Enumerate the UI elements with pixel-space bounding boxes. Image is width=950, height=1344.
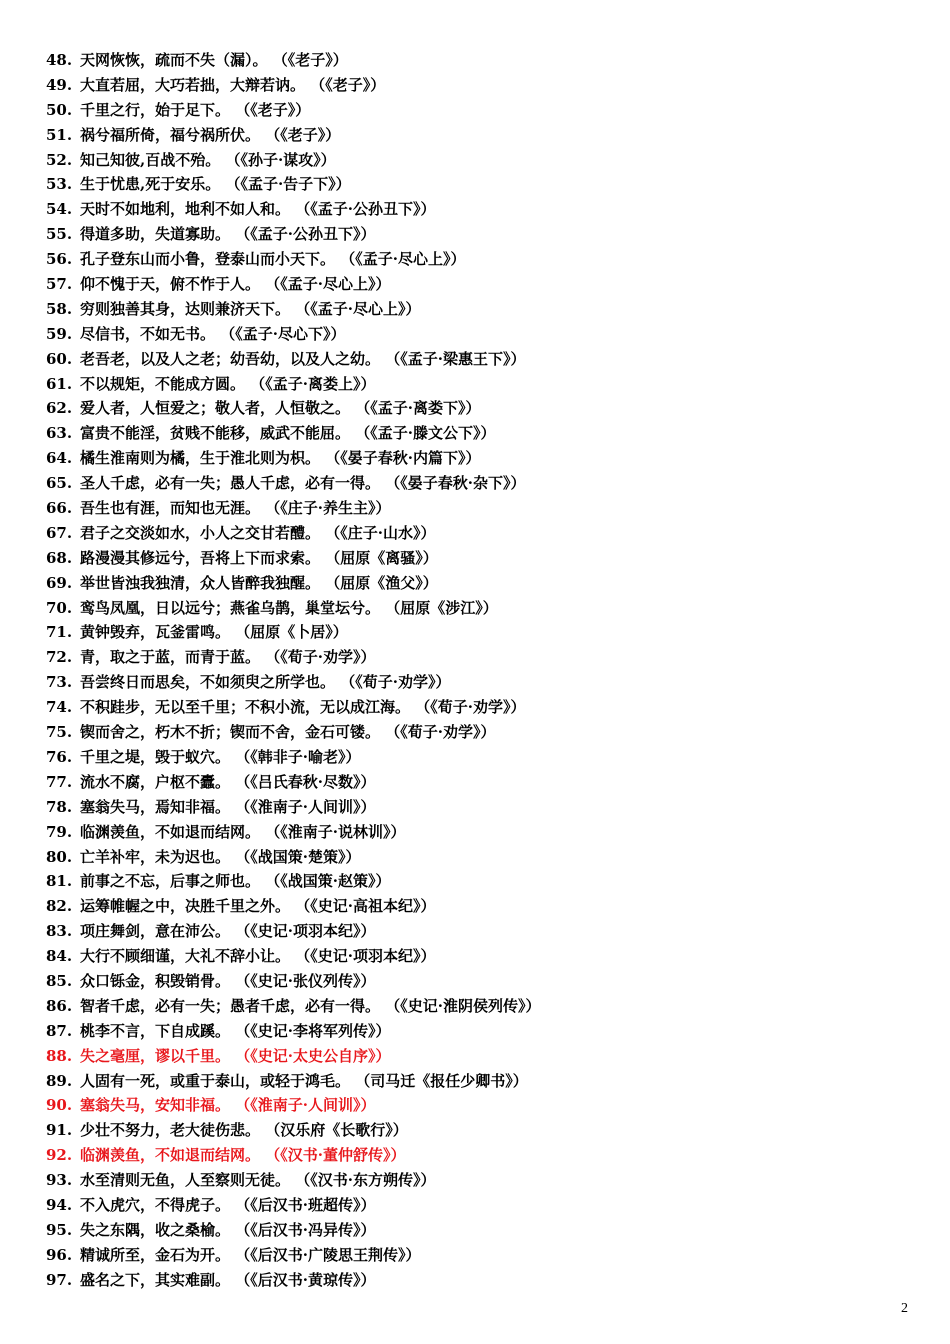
quote-text: 橘生淮南则为橘，生于淮北则为枳。 （《晏子春秋·内篇下》） xyxy=(80,449,481,468)
quote-text: 仰不愧于天，俯不怍于人。 （《孟子·尽心上》） xyxy=(80,275,391,294)
quote-number: 82. xyxy=(46,897,73,916)
quote-number: 86. xyxy=(46,996,73,1015)
quote-number: 69. xyxy=(46,573,73,592)
quote-number: 74. xyxy=(46,698,73,717)
quote-item xyxy=(46,521,926,546)
quote-number: 83. xyxy=(46,922,73,941)
quote-number: 64. xyxy=(46,449,73,468)
quote-text: 黄钟毁弃，瓦釜雷鸣。 （屈原《卜居》） xyxy=(80,623,348,642)
quote-number: 80. xyxy=(46,847,73,866)
quote-text: 大直若屈，大巧若拙，大辩若讷。 （《老子》） xyxy=(80,75,386,94)
quote-item xyxy=(46,795,926,820)
quote-text: 亡羊补牢，未为迟也。 （《战国策·楚策》） xyxy=(80,847,361,866)
quote-number: 96. xyxy=(46,1245,73,1264)
quote-item xyxy=(46,720,926,745)
quote-text: 得道多助，失道寡助。 （《孟子·公孙丑下》） xyxy=(80,225,376,244)
quote-item xyxy=(46,421,926,446)
quote-number: 48. xyxy=(46,51,73,69)
quote-item xyxy=(46,148,926,173)
quote-text: 盛名之下，其实难副。 （《后汉书·黄琼传》） xyxy=(80,1270,376,1289)
quote-text: 失之东隅，收之桑榆。 （《后汉书·冯异传》） xyxy=(80,1220,376,1239)
quote-number: 95. xyxy=(46,1220,73,1239)
quote-item xyxy=(46,1019,926,1044)
quote-item xyxy=(46,98,926,123)
quote-number: 63. xyxy=(46,424,73,443)
quote-number: 88. xyxy=(46,1046,73,1065)
quote-item xyxy=(46,1093,926,1118)
quote-text: 不以规矩，不能成方圆。 （《孟子·离娄上》） xyxy=(80,374,376,393)
quote-number: 68. xyxy=(46,548,73,567)
quote-item xyxy=(46,919,926,944)
quote-text: 生于忧患,死于安乐。 （《孟子·告子下》） xyxy=(80,175,351,194)
quote-text: 精诚所至，金石为开。 （《后汉书·广陵思王荆传》） xyxy=(80,1245,421,1264)
quote-number: 81. xyxy=(46,872,73,891)
quote-item xyxy=(46,770,926,795)
quote-item xyxy=(46,845,926,870)
quote-number: 85. xyxy=(46,971,73,990)
quote-item xyxy=(46,1193,926,1218)
quote-text: 千里之堤，毁于蚁穴。 （《韩非子·喻老》） xyxy=(80,747,361,766)
quote-number: 90. xyxy=(46,1096,73,1115)
quote-number: 62. xyxy=(46,399,73,418)
quote-number: 66. xyxy=(46,499,73,518)
quote-item xyxy=(46,322,926,347)
quote-item xyxy=(46,944,926,969)
document-page xyxy=(46,48,926,1293)
quote-text: 桃李不言，下自成蹊。 （《史记·李将军列传》） xyxy=(80,1021,391,1040)
quote-item xyxy=(46,197,926,222)
quote-number: 59. xyxy=(46,324,73,343)
quote-text: 天网恢恢，疏而不失（漏）。 （《老子》） xyxy=(80,51,348,69)
quote-number: 56. xyxy=(46,250,73,269)
quote-item xyxy=(46,1118,926,1143)
quote-number: 50. xyxy=(46,100,73,119)
quote-item xyxy=(46,347,926,372)
quote-text: 水至清则无鱼，人至察则无徒。 （《汉书·东方朔传》） xyxy=(80,1171,436,1190)
quote-text: 少壮不努力，老大徒伤悲。 （汉乐府《长歌行》） xyxy=(80,1121,408,1140)
quote-item xyxy=(46,745,926,770)
quote-item xyxy=(46,695,926,720)
quote-item xyxy=(46,272,926,297)
quote-text: 孔子登东山而小鲁，登泰山而小天下。 （《孟子·尽心上》） xyxy=(80,250,466,269)
quote-item xyxy=(46,123,926,148)
quote-number: 92. xyxy=(46,1146,73,1165)
quote-item xyxy=(46,571,926,596)
quote-item xyxy=(46,172,926,197)
quote-number: 77. xyxy=(46,772,73,791)
quote-text: 鸾鸟凤凰，日以远兮；燕雀乌鹊，巢堂坛兮。 （屈原《涉江》） xyxy=(80,598,498,617)
quote-text: 千里之行，始于足下。 （《老子》） xyxy=(80,100,311,119)
quote-text: 不积跬步，无以至千里；不积小流，无以成江海。 （《荀子·劝学》） xyxy=(80,698,526,717)
quote-number: 73. xyxy=(46,673,73,692)
quote-text: 流水不腐，户枢不蠹。 （《吕氏春秋·尽数》） xyxy=(80,772,376,791)
quote-item xyxy=(46,471,926,496)
quote-number: 51. xyxy=(46,125,73,144)
quote-number: 72. xyxy=(46,648,73,667)
quote-number: 78. xyxy=(46,797,73,816)
quote-text: 祸兮福所倚，福兮祸所伏。 （《老子》） xyxy=(80,125,341,144)
quote-text: 君子之交淡如水，小人之交甘若醴。 （《庄子·山水》） xyxy=(80,523,436,542)
quote-text: 塞翁失马，安知非福。 （《淮南子·人间训》） xyxy=(80,1096,376,1115)
quote-item xyxy=(46,869,926,894)
quote-text: 塞翁失马，焉知非福。 （《淮南子·人间训》） xyxy=(80,797,376,816)
quote-text: 前事之不忘，后事之师也。 （《战国策·赵策》） xyxy=(80,872,391,891)
quote-text: 智者千虑，必有一失；愚者千虑，必有一得。 （《史记·淮阴侯列传》） xyxy=(80,996,541,1015)
quote-number: 54. xyxy=(46,200,73,219)
quote-list xyxy=(46,48,926,1293)
quote-number: 91. xyxy=(46,1121,73,1140)
quote-text: 路漫漫其修远兮，吾将上下而求索。 （屈原《离骚》） xyxy=(80,548,438,567)
quote-item xyxy=(46,645,926,670)
quote-item xyxy=(46,1218,926,1243)
quote-number: 75. xyxy=(46,723,73,742)
quote-number: 76. xyxy=(46,747,73,766)
quote-item xyxy=(46,994,926,1019)
quote-text: 天时不如地利，地利不如人和。 （《孟子·公孙丑下》） xyxy=(80,200,436,219)
quote-number: 55. xyxy=(46,225,73,244)
quote-item xyxy=(46,820,926,845)
quote-number: 79. xyxy=(46,822,73,841)
quote-item xyxy=(46,297,926,322)
quote-number: 87. xyxy=(46,1021,73,1040)
quote-item xyxy=(46,222,926,247)
quote-item xyxy=(46,396,926,421)
quote-text: 人固有一死，或重于泰山，或轻于鸿毛。 （司马迁《报任少卿书》） xyxy=(80,1071,528,1090)
quote-item xyxy=(46,1168,926,1193)
quote-number: 60. xyxy=(46,349,73,368)
page-number: 2 xyxy=(901,1301,908,1316)
quote-number: 52. xyxy=(46,150,73,169)
quote-number: 67. xyxy=(46,523,73,542)
quote-text: 项庄舞剑，意在沛公。 （《史记·项羽本纪》） xyxy=(80,922,376,941)
quote-text: 运筹帷幄之中，决胜千里之外。 （《史记·高祖本纪》） xyxy=(80,897,436,916)
quote-text: 吾尝终日而思矣，不如须臾之所学也。 （《荀子·劝学》） xyxy=(80,673,451,692)
quote-text: 圣人千虑，必有一失；愚人千虑，必有一得。 （《晏子春秋·杂下》） xyxy=(80,474,526,493)
quote-item xyxy=(46,620,926,645)
quote-item xyxy=(46,247,926,272)
quote-text: 失之毫厘，谬以千里。 （《史记·太史公自序》） xyxy=(80,1046,391,1065)
quote-number: 97. xyxy=(46,1270,73,1289)
quote-item xyxy=(46,48,926,73)
quote-number: 49. xyxy=(46,75,73,94)
quote-item xyxy=(46,546,926,571)
quote-item xyxy=(46,1268,926,1293)
quote-text: 临渊羡鱼，不如退而结网。 （《淮南子·说林训》） xyxy=(80,822,406,841)
quote-number: 57. xyxy=(46,275,73,294)
quote-item xyxy=(46,372,926,397)
quote-item xyxy=(46,73,926,98)
quote-item xyxy=(46,969,926,994)
quote-text: 老吾老，以及人之老；幼吾幼，以及人之幼。 （《孟子·梁惠王下》） xyxy=(80,349,526,368)
quote-text: 爱人者，人恒爱之；敬人者，人恒敬之。 （《孟子·离娄下》） xyxy=(80,399,481,418)
quote-number: 53. xyxy=(46,175,73,194)
quote-item xyxy=(46,1044,926,1069)
quote-number: 61. xyxy=(46,374,73,393)
quote-number: 93. xyxy=(46,1171,73,1190)
quote-text: 青，取之于蓝，而青于蓝。 （《荀子·劝学》） xyxy=(80,648,376,667)
quote-text: 大行不顾细谨，大礼不辞小让。 （《史记·项羽本纪》） xyxy=(80,947,436,966)
quote-text: 富贵不能淫，贫贱不能移，威武不能屈。 （《孟子·滕文公下》） xyxy=(80,424,496,443)
quote-number: 71. xyxy=(46,623,73,642)
quote-text: 穷则独善其身，达则兼济天下。 （《孟子·尽心上》） xyxy=(80,299,421,318)
quote-number: 89. xyxy=(46,1071,73,1090)
quote-text: 知己知彼,百战不殆。 （《孙子·谋攻》） xyxy=(80,150,336,169)
quote-number: 58. xyxy=(46,299,73,318)
quote-text: 举世皆浊我独清，众人皆醉我独醒。 （屈原《渔父》） xyxy=(80,573,438,592)
quote-item xyxy=(46,446,926,471)
quote-item xyxy=(46,894,926,919)
quote-item xyxy=(46,1143,926,1168)
quote-number: 65. xyxy=(46,474,73,493)
quote-item xyxy=(46,496,926,521)
quote-number: 94. xyxy=(46,1195,73,1214)
quote-text: 临渊羡鱼，不如退而结网。 （《汉书·董仲舒传》） xyxy=(80,1146,406,1165)
quote-number: 70. xyxy=(46,598,73,617)
quote-number: 84. xyxy=(46,947,73,966)
quote-text: 吾生也有涯，而知也无涯。 （《庄子·养生主》） xyxy=(80,499,391,518)
quote-item xyxy=(46,1069,926,1094)
quote-item xyxy=(46,596,926,621)
quote-text: 不入虎穴，不得虎子。 （《后汉书·班超传》） xyxy=(80,1195,376,1214)
quote-item xyxy=(46,670,926,695)
quote-text: 尽信书，不如无书。 （《孟子·尽心下》） xyxy=(80,324,346,343)
quote-text: 众口铄金，积毁销骨。 （《史记·张仪列传》） xyxy=(80,971,376,990)
quote-text: 锲而舍之，朽木不折；锲而不舍，金石可镂。 （《荀子·劝学》） xyxy=(80,723,496,742)
quote-item xyxy=(46,1243,926,1268)
